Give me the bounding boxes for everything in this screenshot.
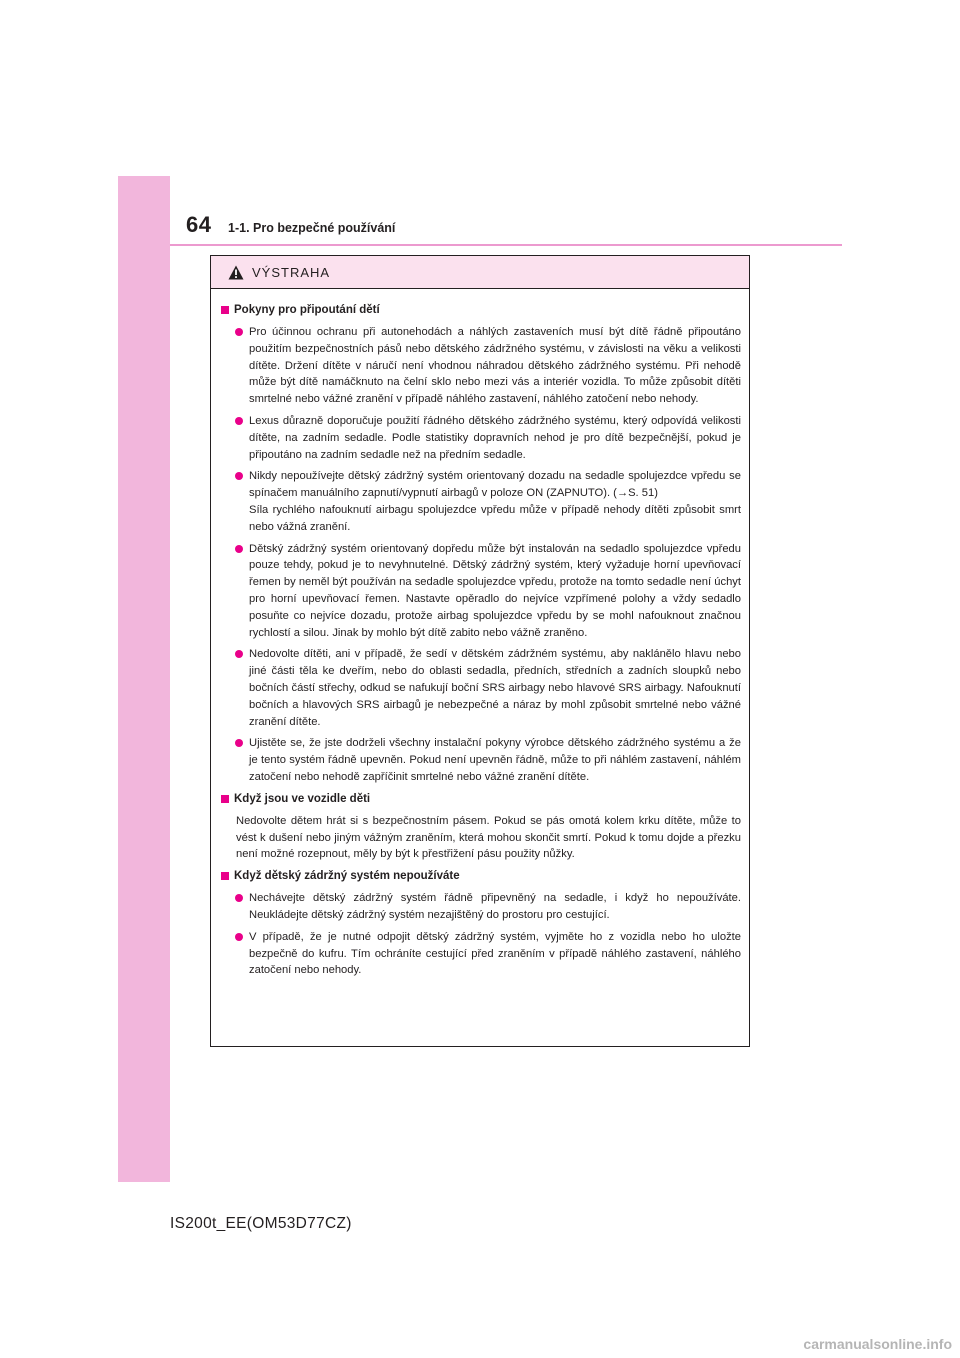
list-item bbox=[235, 324, 741, 408]
list-item-text: Pro účinnou ochranu při autonehodách a náhlých zastaveních musí být dítě řádně připoutáno použitím bezpečnostních pásů nebo dětského zádržného systému, v závislosti na věku a velikosti dítěte. Držení dítěte v náručí není vhodnou náhradou dětského zádržného systému. Při nehodě může být dítě namáčknuto na čelní sklo nebo mezi vás a interiér vozidla. To může způsobit dítěti smrtelné nebo vážné zranění v případě náhlého zastavení, náhlého zatočení nebo nehody. bbox=[249, 326, 741, 406]
model-code-footer: IS200t_EE(OM53D77CZ) bbox=[170, 1215, 352, 1232]
square-bullet-icon bbox=[221, 306, 229, 314]
list-item-text: Nikdy nepoužívejte dětský zádržný systém orientovaný dozadu na sedadle spolujezdce vpředu se spínačem manuálního zapnutí/vypnutí airbagů v poloze ON (ZAPNUTO). (→S. 51) Síla rychlého nafouknutí airbagu spolujezdce vpředu může v případě nehody dítěti způsobit smrt nebo vážná zranění. bbox=[249, 470, 741, 533]
square-bullet-icon bbox=[221, 795, 229, 803]
section-heading-text: Když dětský zádržný systém nepoužíváte bbox=[234, 870, 460, 883]
round-bullet-icon bbox=[235, 472, 243, 480]
list-item-text: Ujistěte se, že jste dodrželi všechny instalační pokyny výrobce dětského zádržného systému a že je tento systém řádně upevněn. Pokud není upevněn řádně, může to při náhlém zastavení, náhlém zatočení nebo nehodě zapříčinit smrtelné nebo vážné zranění dítěte. bbox=[249, 737, 741, 783]
round-bullet-icon bbox=[235, 894, 243, 902]
list-item bbox=[235, 646, 741, 730]
list-item bbox=[235, 468, 741, 535]
section-heading bbox=[219, 791, 741, 807]
list-item bbox=[235, 413, 741, 463]
list-item-text: Nechávejte dětský zádržný systém řádně připevněný na sedadle, i když ho nepoužíváte. Neukládejte dětský zádržný systém nezajištěný do prostoru pro cestující. bbox=[249, 892, 741, 921]
warning-box bbox=[210, 255, 750, 1047]
round-bullet-icon bbox=[235, 328, 243, 336]
list-item-text: Nedovolte dítěti, ani v případě, že sedí v dětském zádržném systému, aby naklánělo hlavu nebo jiné části těla ke dveřím, nebo do oblasti sedadla, předních, středních a zadních sloupků nebo bočních částí střechy, odkud se nafukují boční SRS airbagy nebo hlavové SRS airbagy. Nafouknutí bočních a hlavových SRS airbagů je nebezpečné a náraz by mohl způsobit smrtelné nebo vážné zranění dítěte. bbox=[249, 648, 741, 728]
square-bullet-icon bbox=[221, 872, 229, 880]
warning-header bbox=[211, 256, 749, 289]
list-item-text: V případě, že je nutné odpojit dětský zádržný systém, vyjměte ho z vozidla nebo ho uložte bezpečně do kufru. Tím ochráníte cestující před zraněním v případě náhlého zastavení, náhlého zatočení nebo nehody. bbox=[249, 930, 741, 977]
warning-body bbox=[211, 289, 749, 979]
round-bullet-icon bbox=[235, 933, 243, 941]
list-item bbox=[235, 929, 741, 979]
section-heading bbox=[219, 868, 741, 884]
list-item bbox=[235, 890, 741, 924]
header-rule bbox=[170, 244, 842, 246]
section-heading-text: Když jsou ve vozidle děti bbox=[234, 792, 371, 805]
section-title: 1-1. Pro bezpečné používání bbox=[228, 221, 396, 235]
round-bullet-icon bbox=[235, 417, 243, 425]
side-tab-bar bbox=[118, 176, 170, 1182]
round-bullet-icon bbox=[235, 739, 243, 747]
watermark-link[interactable]: carmanualsonline.info bbox=[803, 1336, 952, 1352]
list-item bbox=[235, 735, 741, 785]
section-heading-text: Pokyny pro připoutání dětí bbox=[234, 304, 380, 316]
list-item-text: Dětský zádržný systém orientovaný dopředu může být instalován na sedadlo spolujezdce vpředu pouze tehdy, pokud je to nevyhnutelné. Dětský zádržný systém, který vyžaduje horní upevňovací řemen by neměl být používán na sedadle spolujezdce vpředu, protože na tomto sedadle není úchyt pro horní upevňovací řemen. Nastavte opěradlo do nejvíce vzpřímené polohy a vždy sedadlo posuňte co nejvíce dozadu, protože airbag spolujezdce vpředu by se mohl nafouknout značnou rychlostí a silou. Jinak by mohlo být dítě zabito nebo vážně zraněno. bbox=[249, 542, 741, 639]
warning-triangle-icon bbox=[228, 265, 244, 280]
list-item bbox=[235, 541, 741, 642]
section-paragraph: Nedovolte dětem hrát si s bezpečnostním pásem. Pokud se pás omotá kolem krku dítěte, může to vést k dušení nebo jiným vážným zraněním, která mohou skončit smrtí. Pokud k tomu dojde a přezku není možné rozepnout, měly by být k přestřižení pásu použity nůžky. bbox=[236, 814, 741, 861]
list-item-text: Lexus důrazně doporučuje použití řádného dětského zádržného systému, který odpovídá velikosti dítěte, na zadním sedadle. Podle statistiky dopravních nehod je pro dítě bezpečnější, pokud je připoutáno na zadním sedadle než na předním sedadle. bbox=[249, 414, 741, 461]
round-bullet-icon bbox=[235, 650, 243, 658]
round-bullet-icon bbox=[235, 545, 243, 553]
section-heading bbox=[219, 302, 741, 318]
page-number: 64 bbox=[186, 212, 212, 237]
warning-title: VÝSTRAHA bbox=[252, 264, 331, 280]
